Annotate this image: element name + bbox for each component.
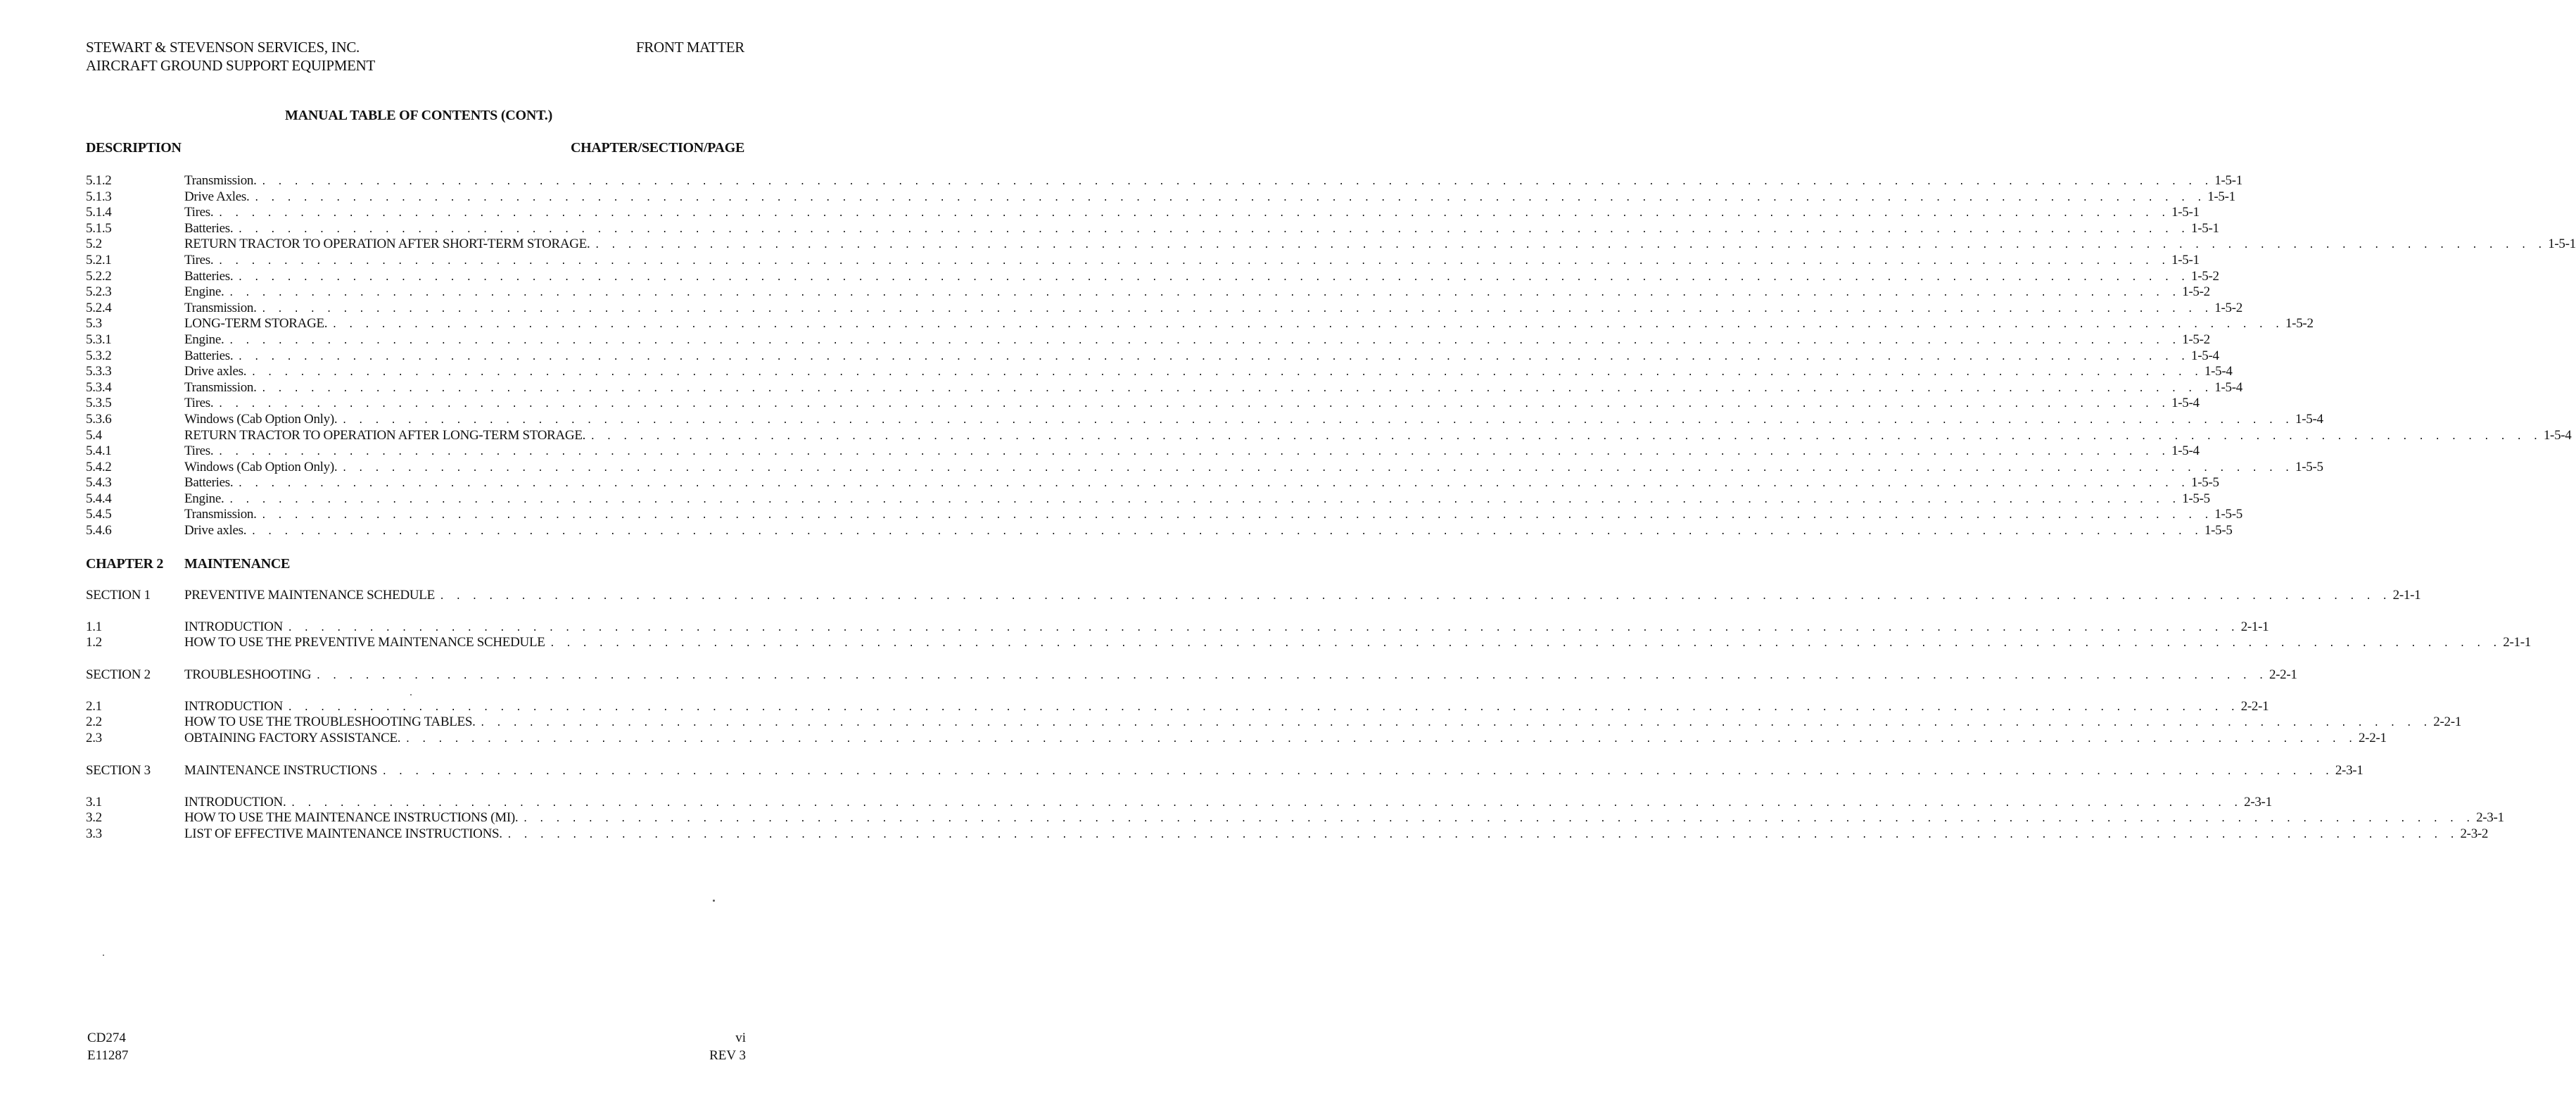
toc-entry-title: Tires. [184,252,214,267]
toc-entry-page: 1-5-5 [2295,459,2323,474]
toc-list-chapter-1 [86,173,2576,539]
toc-entry-title: Tires. [184,443,214,459]
toc-entry-body [184,523,2233,538]
toc-entry-page: 2-3-2 [2460,826,2489,841]
toc-entry-number: 5.3 [86,316,102,332]
toc-entry-page: 2-1-1 [2392,588,2421,603]
toc-entry-title: LIST OF EFFECTIVE MAINTENANCE INSTRUCTIONS. [184,826,502,841]
toc-entry[interactable] [86,300,2242,317]
section-spacer [86,779,744,795]
toc-entry-page: 1-5-4 [2171,396,2200,411]
toc-entry-number: 5.4 [86,427,102,443]
dot-leader: . . . . . . . . . . . . . . . . . . . . . . . . . . . . . . . . . . . . . . . . . . . . . . . . . . . . . . . . . . . . . . . . . . . . . . . . . . . . . . . . . . . . . . . . . . . . . . . . . . . . . . . . . . . . . . . . . . . . . . . . [237,272,2189,284]
toc-entry-body [184,826,2488,842]
dot-leader: . . . . . . . . . . . . . . . . . . . . . . . . . . . . . . . . . . . . . . . . . . . . . . . . . . . . . . . . . . . . . . . . . . . . . . . . . . . . . . . . . . . . . . . . . . . . . . . . . . . . . . . . . . . . . . . . . . . . . . . . [590,431,2541,443]
page-header-left [86,38,375,75]
toc-entry-body [184,189,2235,205]
dot-leader: . . . . . . . . . . . . . . . . . . . . . . . . . . . . . . . . . . . . . . . . . . . . . . . . . . . . . . . . . . . . . . . . . . . . . . . . . . . . . . . . . . . . . . . . . . . . . . . . . . . . . . . . . . . . . . . . . . . . . . . . [341,415,2293,427]
toc-entry-page: 1-5-1 [2214,173,2242,188]
toc-entry-title: LONG-TERM STORAGE. [184,316,328,332]
toc-entry-number: 5.1.5 [86,220,112,236]
toc-entry-body [184,667,2297,683]
dot-leader: . . . . . . . . . . . . . . . . . . . . . . . . . . . . . . . . . . . . . . . . . . . . . . . . . . . . . . . . . . . . . . . . . . . . . . . . . . . . . . . . . . . . . . . . . . . . . . . . . . . . . . . . . . . . . . . . . . . . . . . . [217,447,2169,459]
toc-entry-body [184,348,2219,364]
toc-entry-number: SECTION 3 [86,763,151,778]
toc-entry-title: Tires. [184,396,214,411]
toc-entry-title: INTRODUCTION [184,698,283,714]
toc-entry[interactable] [86,379,2242,396]
toc-entry-title: Engine. [184,491,224,506]
toc-entry-page: 1-5-2 [2191,268,2219,284]
toc-entry-number: 3.3 [86,826,102,841]
toc-entry[interactable] [86,810,2504,826]
toc-entry-body [184,763,2364,779]
toc-entry-title: RETURN TRACTOR TO OPERATION AFTER LONG-TERM STORAGE. [184,427,586,443]
dot-leader: . . . . . . . . . . . . . . . . . . . . . . . . . . . . . . . . . . . . . . . . . . . . . . . . . . . . . . . . . . . . . . . . . . . . . . . . . . . . . . . . . . . . . . . . . . . . . . . . . . . . . . . . . . . . . . . . . . . . . . . . [331,320,2283,332]
toc-entry-number: 5.3.4 [86,379,112,395]
dot-leader: . . . . . . . . . . . . . . . . . . . . . . . . . . . . . . . . . . . . . . . . . . . . . . . . . . . . . . . . . . . . . . . . . . . . . . . . . . . . . . . . . . . . . . . . . . . . . . . . . . . . . . . . . . . . . . . . . . . . . . . . [549,638,2501,650]
toc-entry-page: 2-1-1 [2240,619,2269,634]
toc-entry[interactable] [86,220,2219,237]
dot-leader: . . . . . . . . . . . . . . . . . . . . . . . . . . . . . . . . . . . . . . . . . . . . . . . . . . . . . . . . . . . . . . . . . . . . . . . . . . . . . . . . . . . . . . . . . . . . . . . . . . . . . . . . . . . . . . . . . . . . . . . . [260,303,2212,315]
toc-entry-title: TROUBLESHOOTING [184,667,312,682]
dot-leader: . . . . . . . . . . . . . . . . . . . . . . . . . . . . . . . . . . . . . . . . . . . . . . . . . . . . . . . . . . . . . . . . . . . . . . . . . . . . . . . . . . . . . . . . . . . . . . . . . . . . . . . . . . . . . . . . . . . . . . . . [381,767,2333,778]
toc-entry-body [184,284,2210,300]
toc-entry[interactable] [86,348,2219,365]
toc-entry-number: 2.2 [86,714,102,730]
dot-leader: . . . . . . . . . . . . . . . . . . . . . . . . . . . . . . . . . . . . . . . . . . . . . . . . . . . . . . . . . . . . . . . . . . . . . . . . . . . . . . . . . . . . . . . . . . . . . . . . . . . . . . . . . . . . . . . . . . . . . . . . [217,399,2169,411]
section-block-2 [86,667,2461,746]
toc-entry-number: 5.4.1 [86,443,112,459]
toc-entry[interactable] [86,475,2219,491]
toc-entry-title: RETURN TRACTOR TO OPERATION AFTER SHORT-TERM STORAGE. [184,237,590,252]
toc-entry[interactable] [86,411,2323,428]
toc-entry-body [184,380,2242,396]
toc-entry-body [184,507,2242,522]
toc-entry-body [184,364,2233,379]
toc-entry[interactable] [86,364,2233,380]
dot-leader: . . . . . . . . . . . . . . . . . . . . . . . . . . . . . . . . . . . . . . . . . . . . . . . . . . . . . . . . . . . . . . . . . . . . . . . . . . . . . . . . . . . . . . . . . . . . . . . . . . . . . . . . . . . . . . . . . . . . . . . . [315,671,2266,682]
dot-leader: . . . . . . . . . . . . . . . . . . . . . . . . . . . . . . . . . . . . . . . . . . . . . . . . . . . . . . . . . . . . . . . . . . . . . . . . . . . . . . . . . . . . . . . . . . . . . . . . . . . . . . . . . . . . . . . . . . . . . . . . [228,494,2180,506]
toc-entry[interactable] [86,332,2210,348]
toc-entry-title: MAINTENANCE INSTRUCTIONS [184,763,378,778]
dot-leader: . . . . . . . . . . . . . . . . . . . . . . . . . . . . . . . . . . . . . . . . . . . . . . . . . . . . . . . . . . . . . . . . . . . . . . . . . . . . . . . . . . . . . . . . . . . . . . . . . . . . . . . . . . . . . . . . . . . . . . . . [253,192,2205,204]
dot-leader: . . . . . . . . . . . . . . . . . . . . . . . . . . . . . . . . . . . . . . . . . . . . . . . . . . . . . . . . . . . . . . . . . . . . . . . . . . . . . . . . . . . . . . . . . . . . . . . . . . . . . . . . . . . . . . . . . . . . . . . . [228,335,2180,347]
toc-entry[interactable] [86,173,2242,189]
toc-entry-title: Drive axles. [184,364,247,379]
toc-entry-body [184,714,2461,730]
toc-entry-number: 5.1.2 [86,173,112,188]
toc-entry-page: 2-2-1 [2433,714,2461,730]
toc-entry-number: 5.2.3 [86,284,112,300]
dot-leader: . . . . . . . . . . . . . . . . . . . . . . . . . . . . . . . . . . . . . . . . . . . . . . . . . . . . . . . . . . . . . . . . . . . . . . . . . . . . . . . . . . . . . . . . . . . . . . . . . . . . . . . . . . . . . . . . . . . . . . . . [479,718,2431,730]
scan-speck [410,694,412,695]
toc-entry-page: 1-5-1 [2171,205,2200,220]
toc-entry-page: 2-3-1 [2244,794,2272,810]
toc-entry-page: 1-5-1 [2191,220,2219,236]
toc-entry-title: HOW TO USE THE TROUBLESHOOTING TABLES. [184,714,476,730]
toc-entry-number: 5.3.2 [86,348,112,363]
toc-entry-body [184,475,2219,491]
toc-entry-page: 2-1-1 [2503,635,2531,650]
dot-leader: . . . . . . . . . . . . . . . . . . . . . . . . . . . . . . . . . . . . . . . . . . . . . . . . . . . . . . . . . . . . . . . . . . . . . . . . . . . . . . . . . . . . . . . . . . . . . . . . . . . . . . . . . . . . . . . . . . . . . . . . [250,367,2202,379]
toc-entry[interactable] [86,205,2200,221]
toc-entry-page: 1-5-2 [2214,300,2242,315]
company-name: STEWART & STEVENSON SERVICES, INC. [86,39,360,56]
dot-leader: . . . . . . . . . . . . . . . . . . . . . . . . . . . . . . . . . . . . . . . . . . . . . . . . . . . . . . . . . . . . . . . . . . . . . . . . . . . . . . . . . . . . . . . . . . . . . . . . . . . . . . . . . . . . . . . . . . . . . . . . [506,829,2458,841]
toc-entry-number: 2.1 [86,698,102,714]
section-header: FRONT MATTER [635,39,744,56]
toc-entry[interactable] [86,730,2387,747]
toc-entry-title: HOW TO USE THE PREVENTIVE MAINTENANCE SCHEDULE [184,635,545,650]
page-footer-right [709,1029,746,1064]
toc-entry-body [184,731,2387,746]
toc-entry-number: 5.3.5 [86,396,112,411]
scan-speck [103,955,104,956]
toc-entry-body [184,699,2269,714]
dot-leader: . . . . . . . . . . . . . . . . . . . . . . . . . . . . . . . . . . . . . . . . . . . . . . . . . . . . . . . . . . . . . . . . . . . . . . . . . . . . . . . . . . . . . . . . . . . . . . . . . . . . . . . . . . . . . . . . . . . . . . . . [522,814,2474,826]
toc-entry-body [184,619,2269,635]
toc-entry-body [184,396,2200,411]
toc-entry-body [184,795,2272,810]
page-footer-left [87,1029,128,1064]
toc-entry-title: HOW TO USE THE MAINTENANCE INSTRUCTIONS (MI). [184,810,519,826]
toc-entry-body [184,460,2323,475]
toc-entry[interactable] [86,237,2576,253]
toc-entry-title: Batteries. [184,220,234,236]
toc-entry-page: 1-5-2 [2182,284,2210,300]
section-block-1 [86,588,2531,651]
toc-entry[interactable] [86,189,2235,206]
dot-leader: . . . . . . . . . . . . . . . . . . . . . . . . . . . . . . . . . . . . . . . . . . . . . . . . . . . . . . . . . . . . . . . . . . . . . . . . . . . . . . . . . . . . . . . . . . . . . . . . . . . . . . . . . . . . . . . . . . . . . . . . [260,177,2212,188]
document-code: CD274 [87,1031,126,1045]
toc-entry-number: 5.3.3 [86,364,112,379]
toc-entry-body [184,253,2200,268]
toc-entry-page: 2-2-1 [2358,730,2387,745]
toc-entry-body [184,237,2576,252]
dot-leader: . . . . . . . . . . . . . . . . . . . . . . . . . . . . . . . . . . . . . . . . . . . . . . . . . . . . . . . . . . . . . . . . . . . . . . . . . . . . . . . . . . . . . . . . . . . . . . . . . . . . . . . . . . . . . . . . . . . . . . . . [250,527,2202,538]
toc-entry-title: PREVENTIVE MAINTENANCE SCHEDULE [184,588,435,603]
toc-entry[interactable] [86,491,2210,508]
section-heading-row[interactable] [86,588,2421,604]
toc-entry-number: SECTION 2 [86,667,151,682]
dot-leader: . . . . . . . . . . . . . . . . . . . . . . . . . . . . . . . . . . . . . . . . . . . . . . . . . . . . . . . . . . . . . . . . . . . . . . . . . . . . . . . . . . . . . . . . . . . . . . . . . . . . . . . . . . . . . . . . . . . . . . . . [290,798,2242,810]
toc-entry-page: 1-5-4 [2191,348,2219,363]
toc-entry-number: 5.2 [86,237,102,252]
toc-entry-number: 3.2 [86,810,102,826]
toc-entry-page: 1-5-4 [2295,411,2323,427]
toc-entry-body [184,173,2242,189]
toc-entry-page: 1-5-5 [2214,507,2242,522]
toc-entry-number: 1.2 [86,635,102,650]
toc-entry[interactable] [86,284,2210,301]
dot-leader: . . . . . . . . . . . . . . . . . . . . . . . . . . . . . . . . . . . . . . . . . . . . . . . . . . . . . . . . . . . . . . . . . . . . . . . . . . . . . . . . . . . . . . . . . . . . . . . . . . . . . . . . . . . . . . . . . . . . . . . . [228,288,2180,300]
toc-entry-number: 5.1.4 [86,205,112,220]
toc-entry-number: 5.4.2 [86,459,112,474]
toc-entry-number: 5.4.4 [86,491,112,506]
toc-entry[interactable] [86,714,2461,731]
toc-entry[interactable] [86,794,2272,811]
toc-entry-page: 2-2-1 [2240,698,2269,714]
toc-entry-number: 5.4.3 [86,475,112,491]
toc-entry-number: 1.1 [86,619,102,634]
toc-entry-body [184,205,2200,220]
section-heading-row[interactable] [86,763,2364,779]
column-heading-description: DESCRIPTION [86,140,182,156]
toc-entry-body [184,412,2323,427]
dot-leader: . . . . . . . . . . . . . . . . . . . . . . . . . . . . . . . . . . . . . . . . . . . . . . . . . . . . . . . . . . . . . . . . . . . . . . . . . . . . . . . . . . . . . . . . . . . . . . . . . . . . . . . . . . . . . . . . . . . . . . . . [217,208,2169,220]
toc-entry-title: Transmission. [184,173,257,188]
toc-entry-title: Batteries. [184,348,234,363]
dot-leader: . . . . . . . . . . . . . . . . . . . . . . . . . . . . . . . . . . . . . . . . . . . . . . . . . . . . . . . . . . . . . . . . . . . . . . . . . . . . . . . . . . . . . . . . . . . . . . . . . . . . . . . . . . . . . . . . . . . . . . . . [237,224,2189,236]
toc-entry-body [184,316,2314,332]
toc-entry-number: 2.3 [86,730,102,745]
toc-entry-body [184,810,2504,826]
toc-entry-title: Drive Axles. [184,189,250,204]
dot-leader: . . . . . . . . . . . . . . . . . . . . . . . . . . . . . . . . . . . . . . . . . . . . . . . . . . . . . . . . . . . . . . . . . . . . . . . . . . . . . . . . . . . . . . . . . . . . . . . . . . . . . . . . . . . . . . . . . . . . . . . . [286,622,2238,634]
toc-entry-number: 5.3.6 [86,411,112,427]
toc-entry-page: 1-5-4 [2171,443,2200,459]
toc-entry[interactable] [86,698,2269,715]
toc-entry[interactable] [86,635,2531,651]
section-spacer [86,604,744,619]
page-title: MANUAL TABLE OF CONTENTS (CONT.) [284,108,553,123]
toc-entry-title: INTRODUCTION. [184,794,286,810]
toc-entry-page: 1-5-5 [2204,523,2233,538]
toc-entry-body [184,635,2531,650]
toc-entry-body [184,443,2200,459]
toc-entry[interactable] [86,427,2572,444]
toc-entry-title: INTRODUCTION [184,619,283,634]
toc-entry-body [184,491,2210,507]
toc-entry-number: 5.4.5 [86,507,112,522]
toc-entry-title: Batteries. [184,268,234,284]
dot-leader: . . . . . . . . . . . . . . . . . . . . . . . . . . . . . . . . . . . . . . . . . . . . . . . . . . . . . . . . . . . . . . . . . . . . . . . . . . . . . . . . . . . . . . . . . . . . . . . . . . . . . . . . . . . . . . . . . . . . . . . . [405,733,2356,745]
toc-entry[interactable] [86,268,2219,285]
toc-entry-number: 3.1 [86,794,102,810]
toc-entry-page: 1-5-1 [2207,189,2235,204]
toc-entry-body [184,301,2242,316]
toc-entry-number: 5.2.1 [86,252,112,267]
toc-entry-body [184,269,2219,284]
toc-entry-page: 1-5-4 [2204,364,2233,379]
column-heading-page: CHAPTER/SECTION/PAGE [571,140,744,156]
dot-leader: . . . . . . . . . . . . . . . . . . . . . . . . . . . . . . . . . . . . . . . . . . . . . . . . . . . . . . . . . . . . . . . . . . . . . . . . . . . . . . . . . . . . . . . . . . . . . . . . . . . . . . . . . . . . . . . . . . . . . . . . [237,351,2189,363]
division-name: AIRCRAFT GROUND SUPPORT EQUIPMENT [86,57,376,74]
toc-entry-number: 5.2.4 [86,300,112,315]
section-block-3 [86,763,2504,842]
dot-leader: . . . . . . . . . . . . . . . . . . . . . . . . . . . . . . . . . . . . . . . . . . . . . . . . . . . . . . . . . . . . . . . . . . . . . . . . . . . . . . . . . . . . . . . . . . . . . . . . . . . . . . . . . . . . . . . . . . . . . . . . [341,462,2293,474]
toc-entry[interactable] [86,507,2242,523]
chapter-title: MAINTENANCE [184,556,291,572]
toc-entry-body [184,332,2210,348]
toc-entry-page: 1-5-2 [2182,332,2210,347]
toc-entry-title: OBTAINING FACTORY ASSISTANCE. [184,730,401,745]
toc-entry[interactable] [86,619,2269,636]
toc-entry-page: 1-5-4 [2214,379,2242,395]
toc-entry-number: SECTION 1 [86,588,151,603]
toc-entry-title: Transmission. [184,507,257,522]
section-spacer [86,684,744,699]
toc-entry-page: 2-3-1 [2335,763,2364,778]
toc-entry[interactable] [86,316,2314,332]
toc-entry-body [184,588,2420,603]
toc-entry-number: 5.1.3 [86,189,112,204]
toc-entry[interactable] [86,523,2233,539]
dot-leader: . . . . . . . . . . . . . . . . . . . . . . . . . . . . . . . . . . . . . . . . . . . . . . . . . . . . . . . . . . . . . . . . . . . . . . . . . . . . . . . . . . . . . . . . . . . . . . . . . . . . . . . . . . . . . . . . . . . . . . . . [237,479,2189,491]
toc-entry-title: Batteries. [184,475,234,491]
toc-entry[interactable] [86,396,2200,412]
dot-leader: . . . . . . . . . . . . . . . . . . . . . . . . . . . . . . . . . . . . . . . . . . . . . . . . . . . . . . . . . . . . . . . . . . . . . . . . . . . . . . . . . . . . . . . . . . . . . . . . . . . . . . . . . . . . . . . . . . . . . . . . [260,383,2212,395]
toc-entry-title: Engine. [184,284,224,300]
toc-entry-body [184,221,2219,237]
toc-entry-page: 1-5-1 [2548,237,2576,252]
toc-entry-page: 1-5-5 [2182,491,2210,506]
toc-entry[interactable] [86,826,2489,843]
toc-entry[interactable] [86,252,2200,269]
toc-entry-body [184,428,2572,443]
toc-entry-number: 5.4.6 [86,523,112,538]
toc-entry-number: 5.3.1 [86,332,112,347]
toc-entry-title: Windows (Cab Option Only). [184,411,338,427]
dot-leader: . . . . . . . . . . . . . . . . . . . . . . . . . . . . . . . . . . . . . . . . . . . . . . . . . . . . . . . . . . . . . . . . . . . . . . . . . . . . . . . . . . . . . . . . . . . . . . . . . . . . . . . . . . . . . . . . . . . . . . . . [594,240,2546,252]
toc-entry-page: 1-5-1 [2171,252,2200,267]
dot-leader: . . . . . . . . . . . . . . . . . . . . . . . . . . . . . . . . . . . . . . . . . . . . . . . . . . . . . . . . . . . . . . . . . . . . . . . . . . . . . . . . . . . . . . . . . . . . . . . . . . . . . . . . . . . . . . . . . . . . . . . . [438,591,2390,603]
toc-entry-title: Tires. [184,205,214,220]
page-number: vi [735,1031,746,1045]
section-heading-row[interactable] [86,667,2297,684]
revision-label: REV 3 [709,1048,746,1063]
toc-entry-page: 1-5-4 [2543,427,2572,443]
toc-entry[interactable] [86,443,2200,460]
dot-leader: . . . . . . . . . . . . . . . . . . . . . . . . . . . . . . . . . . . . . . . . . . . . . . . . . . . . . . . . . . . . . . . . . . . . . . . . . . . . . . . . . . . . . . . . . . . . . . . . . . . . . . . . . . . . . . . . . . . . . . . . [286,702,2238,714]
chapter-label: CHAPTER 2 [86,556,164,572]
scan-speck [713,900,715,902]
dot-leader: . . . . . . . . . . . . . . . . . . . . . . . . . . . . . . . . . . . . . . . . . . . . . . . . . . . . . . . . . . . . . . . . . . . . . . . . . . . . . . . . . . . . . . . . . . . . . . . . . . . . . . . . . . . . . . . . . . . . . . . . [260,510,2212,522]
reference-code: E11287 [87,1048,129,1063]
toc-entry-number: 5.2.2 [86,268,112,284]
toc-entry-title: Transmission. [184,300,257,315]
toc-entry-title: Engine. [184,332,224,347]
toc-entry-page: 2-3-1 [2476,810,2504,826]
toc-entry[interactable] [86,459,2323,476]
toc-entry-title: Windows (Cab Option Only). [184,459,338,474]
toc-entry-page: 1-5-2 [2285,316,2314,332]
toc-entry-title: Transmission. [184,379,257,395]
toc-entry-page: 2-2-1 [2269,667,2297,682]
toc-entry-page: 1-5-5 [2191,475,2219,491]
toc-entry-title: Drive axles. [184,523,247,538]
chapter-heading [86,556,290,572]
dot-leader: . . . . . . . . . . . . . . . . . . . . . . . . . . . . . . . . . . . . . . . . . . . . . . . . . . . . . . . . . . . . . . . . . . . . . . . . . . . . . . . . . . . . . . . . . . . . . . . . . . . . . . . . . . . . . . . . . . . . . . . . [217,256,2169,267]
